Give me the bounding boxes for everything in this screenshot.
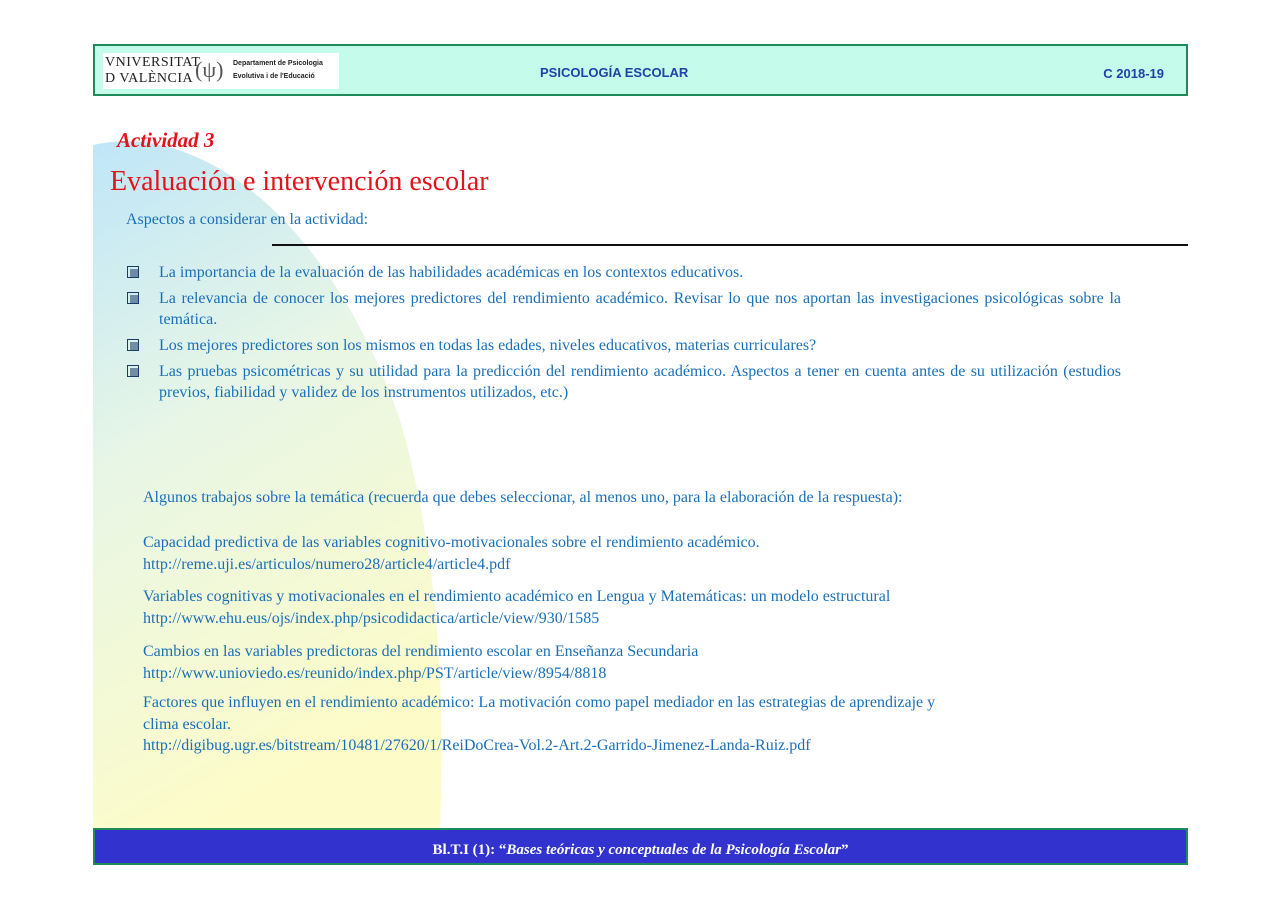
reference-link[interactable]: http://www.ehu.eus/ojs/index.php/psicodidactica/article/view/930/1585 [143,609,600,627]
reference-link[interactable]: http://digibug.ugr.es/bitstream/10481/27620/1/ReiDoCrea-Vol.2-Art.2-Garrido-Jimenez-Landa-Ruiz.pdf [143,737,811,754]
university-logo [103,53,339,89]
section-subtitle: Aspectos a considerar en la actividad: [126,211,369,228]
logo-university-name: VNIVERSITAT D VALÈNCIA [105,55,201,86]
course-label: C 2018-19 [1103,66,1164,81]
footer-caption: Bl.T.I (1): “Bases teóricas y conceptuales de la Psicología Escolar” [432,842,849,858]
list-item: La importancia de la evaluación de las habilidades académicas en los contextos educativos. [126,262,1121,283]
divider-line [272,244,1188,246]
reference-item [143,641,1103,684]
references-intro: Algunos trabajos sobre la temática (recuerda que debes seleccionar, al menos uno, para la elaboración de la respuesta): [143,489,903,506]
reference-title: clima escolar. [143,715,231,733]
reference-item [143,692,1103,757]
list-item: La relevancia de conocer los mejores predictores del rendimiento académico. Revisar lo que nos aportan las investigaciones psicológicas sobre la temática. [126,288,1121,330]
checkbox-bullet-icon [127,292,139,304]
reference-item [143,532,1103,575]
reference-title: Cambios en las variables predictoras del rendimiento escolar en Enseñanza Secundaria [143,643,699,660]
list-item: Los mejores predictores son los mismos en todas las edades, niveles educativos, materias curriculares? [126,335,1121,356]
page-title: Evaluación e intervención escolar [110,166,489,197]
reference-link[interactable]: http://www.unioviedo.es/reunido/index.php/PST/article/view/8954/8818 [143,664,607,682]
activity-label: Actividad 3 [117,128,215,152]
aspects-list [126,262,1121,408]
reference-title: Capacidad predictiva de las variables cognitivo-motivacionales sobre el rendimiento académico. [143,534,760,551]
reference-item [143,586,1103,629]
list-item: Las pruebas psicométricas y su utilidad para la predicción del rendimiento académico. Aspectos a tener en cuenta antes de su utilización (estudios previos, fiabilidad y validez de los instrumentos utilizados, etc.) [126,361,1121,403]
logo-psi-icon: (ψ) [195,57,224,82]
checkbox-bullet-icon [127,266,139,278]
checkbox-bullet-icon [127,365,139,377]
reference-title: Factores que influyen en el rendimiento académico: La motivación como papel mediador en las estrategias de aprendizaje y [143,694,936,711]
logo-department-name: Departament de Psicologia Evolutiva i de l'Educació [233,60,323,80]
checkbox-bullet-icon [127,339,139,351]
reference-link[interactable]: http://reme.uji.es/articulos/numero28/article4/article4.pdf [143,555,511,573]
reference-title: Variables cognitivas y motivacionales en el rendimiento académico en Lengua y Matemáticas: un modelo estructural [143,588,891,605]
footer-bar [93,828,1188,865]
header-title: PSICOLOGÍA ESCOLAR [540,65,689,80]
header-bar [93,44,1188,96]
